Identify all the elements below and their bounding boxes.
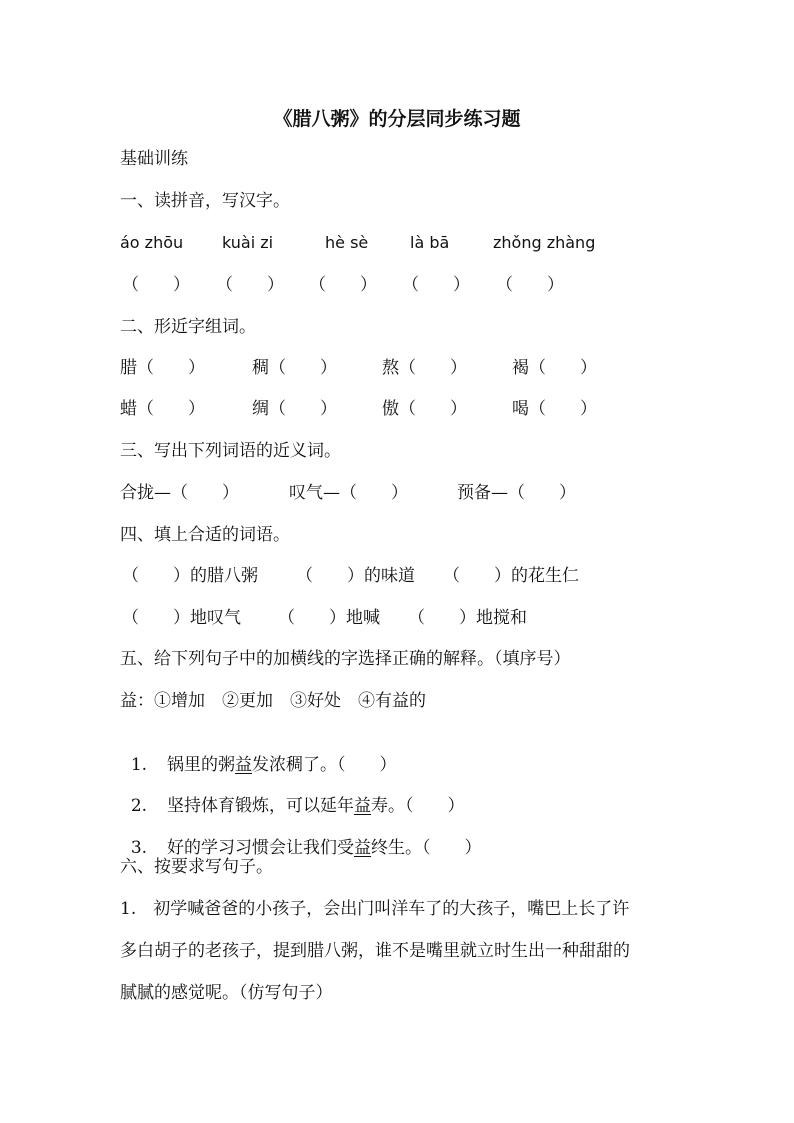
similar-char-5: 蜡（ ） xyxy=(120,399,205,419)
sentence-1-pre: 锅里的粥 xyxy=(167,755,236,775)
pinyin-blank-5: （ ） xyxy=(496,275,564,295)
similar-char-2: 稠（ ） xyxy=(252,358,337,378)
pinyin-blank-4: （ ） xyxy=(402,275,470,295)
fill-word-1: （ ）的腊八粥 xyxy=(122,566,258,586)
synonym-2: 叹气—（ ） xyxy=(289,483,408,503)
similar-char-8: 喝（ ） xyxy=(512,399,597,419)
fill-word-4: （ ）地叹气 xyxy=(122,608,241,628)
section-heading-basic: 基础训练 xyxy=(120,149,188,169)
pinyin-1: áo zhōu xyxy=(120,233,184,252)
q1-heading: 一、读拼音，写汉字。 xyxy=(120,191,290,211)
q6-sentence-line-2: 多白胡子的老孩子，提到腊八粥，谁不是嘴里就立时生出一种甜甜的 xyxy=(120,941,630,961)
fill-word-5: （ ）地喊 xyxy=(278,608,380,628)
sentence-3-pre: 好的学习习惯会让我们受 xyxy=(167,838,355,858)
q6-sentence-line-3: 腻腻的感觉呢。（仿写句子） xyxy=(120,983,333,1003)
sentence-2-marked-char: 益 xyxy=(354,796,372,816)
pinyin-blank-1: （ ） xyxy=(122,275,190,295)
similar-char-3: 熬（ ） xyxy=(382,358,467,378)
sentence-3-marked-char: 益 xyxy=(354,838,372,858)
sentence-3-number: 3. xyxy=(130,838,148,858)
similar-char-4: 褐（ ） xyxy=(512,358,597,378)
synonym-1: 合拢—（ ） xyxy=(120,483,239,503)
sentence-2 xyxy=(120,773,465,817)
similar-char-1: 腊（ ） xyxy=(120,358,205,378)
similar-char-6: 绸（ ） xyxy=(252,399,337,419)
sentence-2-post: 寿。（ ） xyxy=(371,796,465,816)
sentence-2-number: 2. xyxy=(130,796,148,816)
q6-heading: 六、按要求写句子。 xyxy=(120,857,273,877)
page-title: 《腊八粥》的分层同步练习题 xyxy=(273,108,521,130)
similar-char-7: 傲（ ） xyxy=(382,399,467,419)
q6-sentence-line-1: 1. 初学喊爸爸的小孩子，会出门叫洋车了的大孩子，嘴巴上长了许 xyxy=(120,899,630,919)
sentence-2-pre: 坚持体育锻炼，可以延年 xyxy=(167,796,355,816)
pinyin-blank-2: （ ） xyxy=(216,275,284,295)
q5-heading: 五、给下列句子中的加横线的字选择正确的解释。（填序号） xyxy=(120,649,571,669)
q3-heading: 三、写出下列词语的近义词。 xyxy=(120,441,341,461)
pinyin-5: zhǒng zhàng xyxy=(493,233,596,252)
meaning-options: 益：①增加 ②更加 ③好处 ④有益的 xyxy=(120,691,426,711)
synonym-3: 预备—（ ） xyxy=(457,483,576,503)
pinyin-2: kuài zi xyxy=(222,233,274,252)
sentence-1-post: 发浓稠了。（ ） xyxy=(252,755,397,775)
pinyin-3: hè sè xyxy=(325,233,369,252)
sentence-1 xyxy=(120,732,397,776)
q4-heading: 四、填上合适的词语。 xyxy=(120,525,290,545)
fill-word-2: （ ）的味道 xyxy=(296,566,415,586)
sentence-1-marked-char: 益 xyxy=(235,755,253,775)
q2-heading: 二、形近字组词。 xyxy=(120,317,256,337)
pinyin-4: là bā xyxy=(410,233,450,252)
fill-word-6: （ ）地搅和 xyxy=(408,608,527,628)
sentence-3-post: 终生。（ ） xyxy=(371,838,482,858)
sentence-3 xyxy=(120,815,482,859)
sentence-1-number: 1. xyxy=(130,755,148,775)
pinyin-blank-3: （ ） xyxy=(309,275,377,295)
fill-word-3: （ ）的花生仁 xyxy=(443,566,579,586)
